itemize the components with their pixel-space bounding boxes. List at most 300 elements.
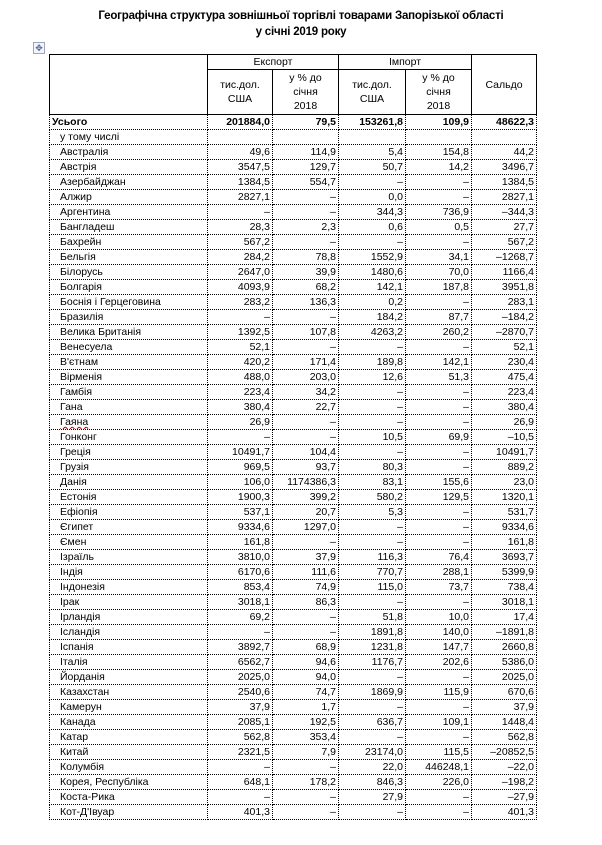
country-name: Кот-Д'Івуар [50, 805, 208, 820]
import-pct: – [406, 460, 472, 475]
export-value: 2085,1 [208, 715, 273, 730]
saldo-value: –27,9 [472, 790, 537, 805]
export-pct: 34,2 [273, 385, 339, 400]
table-row [50, 790, 537, 805]
header-country-cell [50, 55, 208, 115]
saldo-value: 161,8 [472, 535, 537, 550]
export-value: 420,2 [208, 355, 273, 370]
import-pct: – [406, 505, 472, 520]
export-value: 6170,6 [208, 565, 273, 580]
table-row [50, 685, 537, 700]
saldo-value: 10491,7 [472, 445, 537, 460]
import-pct: 0,5 [406, 220, 472, 235]
export-value: – [208, 625, 273, 640]
import-value: 115,0 [339, 580, 406, 595]
import-pct: 10,0 [406, 610, 472, 625]
import-value: 1480,6 [339, 265, 406, 280]
country-name: Китай [50, 745, 208, 760]
import-value: 1176,7 [339, 655, 406, 670]
import-value: 184,2 [339, 310, 406, 325]
header-text: січня [293, 86, 318, 98]
country-name: Вірменія [50, 370, 208, 385]
import-value: 4263,2 [339, 325, 406, 340]
table-row [50, 550, 537, 565]
trade-structure-table [49, 54, 537, 820]
export-pct: 7,9 [273, 745, 339, 760]
export-pct: 1174386,3 [273, 475, 339, 490]
export-value: 284,2 [208, 250, 273, 265]
table-row [50, 235, 537, 250]
header-text: 2018 [293, 100, 318, 112]
table-row [50, 250, 537, 265]
table-row [50, 730, 537, 745]
import-value: – [339, 670, 406, 685]
country-name: Ефіопія [50, 505, 208, 520]
saldo-value: 17,4 [472, 610, 537, 625]
export-pct: 399,2 [273, 490, 339, 505]
header-import: Імпорт [339, 55, 472, 70]
import-value: 23174,0 [339, 745, 406, 760]
country-name: Бахрейн [50, 235, 208, 250]
country-name: Казахстан [50, 685, 208, 700]
table-row [50, 310, 537, 325]
export-pct: 192,5 [273, 715, 339, 730]
country-name: Ірландія [50, 610, 208, 625]
empty-cell [472, 130, 537, 145]
country-name: Венесуела [50, 340, 208, 355]
import-pct: – [406, 730, 472, 745]
saldo-value: 37,9 [472, 700, 537, 715]
import-value: – [339, 805, 406, 820]
table-row [50, 700, 537, 715]
import-value: 1231,8 [339, 640, 406, 655]
export-pct: 107,8 [273, 325, 339, 340]
table-row [50, 175, 537, 190]
table-row [50, 265, 537, 280]
table-row [50, 430, 537, 445]
export-pct: 178,2 [273, 775, 339, 790]
country-name: Греція [50, 445, 208, 460]
export-value: 3547,5 [208, 160, 273, 175]
saldo-value: 380,4 [472, 400, 537, 415]
saldo-value: –10,5 [472, 430, 537, 445]
import-pct: 226,0 [406, 775, 472, 790]
import-pct: – [406, 805, 472, 820]
import-pct: 187,8 [406, 280, 472, 295]
header-import-value [339, 70, 406, 115]
table-row [50, 160, 537, 175]
export-value: 648,1 [208, 775, 273, 790]
table-row [50, 205, 537, 220]
export-value: 106,0 [208, 475, 273, 490]
header-saldo: Сальдо [472, 55, 537, 115]
import-pct: – [406, 190, 472, 205]
table-row [50, 220, 537, 235]
table-row [50, 460, 537, 475]
country-name: Бангладеш [50, 220, 208, 235]
export-value: 969,5 [208, 460, 273, 475]
export-pct: – [273, 235, 339, 250]
export-pct: – [273, 760, 339, 775]
country-name: Алжир [50, 190, 208, 205]
export-value: – [208, 430, 273, 445]
country-name: Гонконг [50, 430, 208, 445]
import-pct: – [406, 235, 472, 250]
import-value: 10,5 [339, 430, 406, 445]
table-row [50, 745, 537, 760]
import-pct: – [406, 670, 472, 685]
export-value: 3810,0 [208, 550, 273, 565]
document-title [0, 8, 602, 40]
import-value: – [339, 535, 406, 550]
export-value: 537,1 [208, 505, 273, 520]
export-value: 3892,7 [208, 640, 273, 655]
saldo-value: 2025,0 [472, 670, 537, 685]
export-value: – [208, 205, 273, 220]
table-row [50, 370, 537, 385]
export-pct: 22,7 [273, 400, 339, 415]
import-value: 5,3 [339, 505, 406, 520]
import-pct: – [406, 415, 472, 430]
import-value: 0,0 [339, 190, 406, 205]
table-row [50, 520, 537, 535]
export-pct: 20,7 [273, 505, 339, 520]
saldo-value: 283,1 [472, 295, 537, 310]
total-import: 153261,8 [339, 115, 406, 130]
saldo-value: 230,4 [472, 355, 537, 370]
header-text: тис.дол. [220, 79, 260, 91]
country-name: Єгипет [50, 520, 208, 535]
import-pct: 446248,1 [406, 760, 472, 775]
import-value: 189,8 [339, 355, 406, 370]
export-pct: – [273, 310, 339, 325]
header-text: у % до [422, 72, 455, 84]
import-pct: 34,1 [406, 250, 472, 265]
empty-cell [339, 130, 406, 145]
saldo-value: 567,2 [472, 235, 537, 250]
saldo-value: 562,8 [472, 730, 537, 745]
saldo-value: 1320,1 [472, 490, 537, 505]
table-row [50, 610, 537, 625]
table-row [50, 415, 537, 430]
country-name: Ємен [50, 535, 208, 550]
import-pct: 51,3 [406, 370, 472, 385]
export-value: 562,8 [208, 730, 273, 745]
import-value: – [339, 385, 406, 400]
import-value: – [339, 415, 406, 430]
country-name: Болгарія [50, 280, 208, 295]
table-row [50, 640, 537, 655]
export-pct: – [273, 340, 339, 355]
header-export: Експорт [208, 55, 339, 70]
header-import-pct [406, 70, 472, 115]
import-pct: 154,8 [406, 145, 472, 160]
country-name: Ірак [50, 595, 208, 610]
country-name: Боснія і Герцеговина [50, 295, 208, 310]
import-value: 846,3 [339, 775, 406, 790]
saldo-value: 23,0 [472, 475, 537, 490]
export-pct: 93,7 [273, 460, 339, 475]
saldo-value: –344,3 [472, 205, 537, 220]
export-pct: 1297,0 [273, 520, 339, 535]
saldo-value: –184,2 [472, 310, 537, 325]
export-value: 69,2 [208, 610, 273, 625]
saldo-value: 3951,8 [472, 280, 537, 295]
country-name: В'єтнам [50, 355, 208, 370]
saldo-value: 1384,5 [472, 175, 537, 190]
import-pct: – [406, 520, 472, 535]
title-line-2: у січні 2019 року [255, 26, 347, 38]
table-row [50, 505, 537, 520]
import-value: – [339, 175, 406, 190]
export-pct: – [273, 535, 339, 550]
export-pct: 203,0 [273, 370, 339, 385]
import-value: 22,0 [339, 760, 406, 775]
export-value: 2540,6 [208, 685, 273, 700]
table-row [50, 325, 537, 340]
table-row [50, 475, 537, 490]
table-row [50, 340, 537, 355]
empty-cell [273, 130, 339, 145]
country-name: Велика Британія [50, 325, 208, 340]
table-move-handle-icon[interactable]: ✥ [33, 42, 45, 54]
export-pct: 74,9 [273, 580, 339, 595]
country-name: Гана [50, 400, 208, 415]
import-pct: – [406, 340, 472, 355]
saldo-value: 27,7 [472, 220, 537, 235]
import-pct: 155,6 [406, 475, 472, 490]
export-value: 9334,6 [208, 520, 273, 535]
import-pct: – [406, 790, 472, 805]
import-value: 5,4 [339, 145, 406, 160]
import-pct: 70,0 [406, 265, 472, 280]
import-pct: 115,5 [406, 745, 472, 760]
import-pct: 202,6 [406, 655, 472, 670]
import-pct: 87,7 [406, 310, 472, 325]
total-export: 201884,0 [208, 115, 273, 130]
saldo-value: 5399,9 [472, 565, 537, 580]
saldo-value: 401,3 [472, 805, 537, 820]
import-pct: 109,1 [406, 715, 472, 730]
export-value: 283,2 [208, 295, 273, 310]
table-row [50, 670, 537, 685]
export-pct: 136,3 [273, 295, 339, 310]
table-row [50, 580, 537, 595]
import-pct: 76,4 [406, 550, 472, 565]
import-pct: 147,7 [406, 640, 472, 655]
country-name: Аргентина [50, 205, 208, 220]
saldo-value: –2870,7 [472, 325, 537, 340]
import-pct: 736,9 [406, 205, 472, 220]
saldo-value: 3693,7 [472, 550, 537, 565]
country-name: Індонезія [50, 580, 208, 595]
empty-cell [208, 130, 273, 145]
import-pct: – [406, 445, 472, 460]
export-value: – [208, 310, 273, 325]
import-value: 580,2 [339, 490, 406, 505]
header-text: тис.дол. [352, 79, 392, 91]
import-value: 83,1 [339, 475, 406, 490]
country-name: Бельгія [50, 250, 208, 265]
table-row [50, 385, 537, 400]
country-name: Іспанія [50, 640, 208, 655]
import-pct: – [406, 385, 472, 400]
import-value: 1891,8 [339, 625, 406, 640]
export-pct: 2,3 [273, 220, 339, 235]
import-value: 0,6 [339, 220, 406, 235]
country-name: Канада [50, 715, 208, 730]
saldo-value: –20852,5 [472, 745, 537, 760]
table-row [50, 355, 537, 370]
country-name: Бразилія [50, 310, 208, 325]
header-text: січня [426, 86, 451, 98]
import-pct: 260,2 [406, 325, 472, 340]
table-row [50, 805, 537, 820]
export-value: 567,2 [208, 235, 273, 250]
country-name: Гамбія [50, 385, 208, 400]
saldo-value: 1448,4 [472, 715, 537, 730]
export-pct: 39,9 [273, 265, 339, 280]
import-pct: 115,9 [406, 685, 472, 700]
saldo-value: –1891,8 [472, 625, 537, 640]
export-value: 1384,5 [208, 175, 273, 190]
export-pct: 104,4 [273, 445, 339, 460]
import-value: 0,2 [339, 295, 406, 310]
export-pct: 86,3 [273, 595, 339, 610]
saldo-value: 3018,1 [472, 595, 537, 610]
saldo-value: –198,2 [472, 775, 537, 790]
export-pct: 554,7 [273, 175, 339, 190]
saldo-value: 44,2 [472, 145, 537, 160]
table-row [50, 490, 537, 505]
export-pct: 353,4 [273, 730, 339, 745]
import-value: 636,7 [339, 715, 406, 730]
export-pct: 94,6 [273, 655, 339, 670]
saldo-value: 5386,0 [472, 655, 537, 670]
export-value: 2025,0 [208, 670, 273, 685]
import-pct: 73,7 [406, 580, 472, 595]
export-pct: – [273, 805, 339, 820]
header-text: США [227, 93, 253, 105]
country-name: Гаяна [50, 415, 208, 430]
export-pct: 1,7 [273, 700, 339, 715]
export-pct: – [273, 790, 339, 805]
empty-cell [406, 130, 472, 145]
export-pct: 78,8 [273, 250, 339, 265]
country-name: Білорусь [50, 265, 208, 280]
import-value: 27,9 [339, 790, 406, 805]
saldo-value: 738,4 [472, 580, 537, 595]
table-row [50, 760, 537, 775]
table-row [50, 595, 537, 610]
saldo-value: 2660,8 [472, 640, 537, 655]
export-pct: 74,7 [273, 685, 339, 700]
import-value: – [339, 445, 406, 460]
export-value: 2321,5 [208, 745, 273, 760]
table-row-total [50, 115, 537, 130]
country-name: Камерун [50, 700, 208, 715]
import-pct: – [406, 595, 472, 610]
export-value: 4093,9 [208, 280, 273, 295]
export-pct: – [273, 610, 339, 625]
export-value: 488,0 [208, 370, 273, 385]
export-value: 161,8 [208, 535, 273, 550]
export-pct: 68,9 [273, 640, 339, 655]
export-pct: 111,6 [273, 565, 339, 580]
import-value: – [339, 595, 406, 610]
import-value: – [339, 730, 406, 745]
export-value: 37,9 [208, 700, 273, 715]
country-name: Йорданія [50, 670, 208, 685]
table-row-subheading [50, 130, 537, 145]
country-name: Коста-Рика [50, 790, 208, 805]
saldo-value: 9334,6 [472, 520, 537, 535]
table-row [50, 445, 537, 460]
saldo-value: 1166,4 [472, 265, 537, 280]
country-name: Австралія [50, 145, 208, 160]
country-name: Ісландія [50, 625, 208, 640]
import-pct: 140,0 [406, 625, 472, 640]
country-name: Австрія [50, 160, 208, 175]
table-row [50, 400, 537, 415]
export-value: 6562,7 [208, 655, 273, 670]
import-pct: – [406, 175, 472, 190]
import-value: – [339, 400, 406, 415]
total-export-pct: 79,5 [273, 115, 339, 130]
saldo-value: 26,9 [472, 415, 537, 430]
export-pct: 129,7 [273, 160, 339, 175]
export-pct: – [273, 190, 339, 205]
import-value: 770,7 [339, 565, 406, 580]
table-row [50, 715, 537, 730]
export-value: 2827,1 [208, 190, 273, 205]
export-pct: – [273, 415, 339, 430]
export-value: 10491,7 [208, 445, 273, 460]
saldo-value: 3496,7 [472, 160, 537, 175]
export-value: 853,4 [208, 580, 273, 595]
export-pct: – [273, 625, 339, 640]
total-label: Усього [50, 115, 208, 130]
export-value: 380,4 [208, 400, 273, 415]
table-row [50, 565, 537, 580]
table-row [50, 535, 537, 550]
import-pct: – [406, 700, 472, 715]
saldo-value: 2827,1 [472, 190, 537, 205]
export-value: 49,6 [208, 145, 273, 160]
saldo-value: –22,0 [472, 760, 537, 775]
header-export-value [208, 70, 273, 115]
export-value: 2647,0 [208, 265, 273, 280]
export-pct: 114,9 [273, 145, 339, 160]
import-value: 142,1 [339, 280, 406, 295]
export-pct: 171,4 [273, 355, 339, 370]
export-value: 1900,3 [208, 490, 273, 505]
import-value: 80,3 [339, 460, 406, 475]
import-pct: 129,5 [406, 490, 472, 505]
subheading-label: у тому числі [50, 130, 208, 145]
export-pct: 94,0 [273, 670, 339, 685]
import-value: – [339, 235, 406, 250]
export-value: 1392,5 [208, 325, 273, 340]
table-row [50, 775, 537, 790]
import-value: 12,6 [339, 370, 406, 385]
import-value: 1552,9 [339, 250, 406, 265]
import-pct: 14,2 [406, 160, 472, 175]
country-name: Азербайджан [50, 175, 208, 190]
country-name: Колумбія [50, 760, 208, 775]
table-row [50, 655, 537, 670]
export-pct: 37,9 [273, 550, 339, 565]
